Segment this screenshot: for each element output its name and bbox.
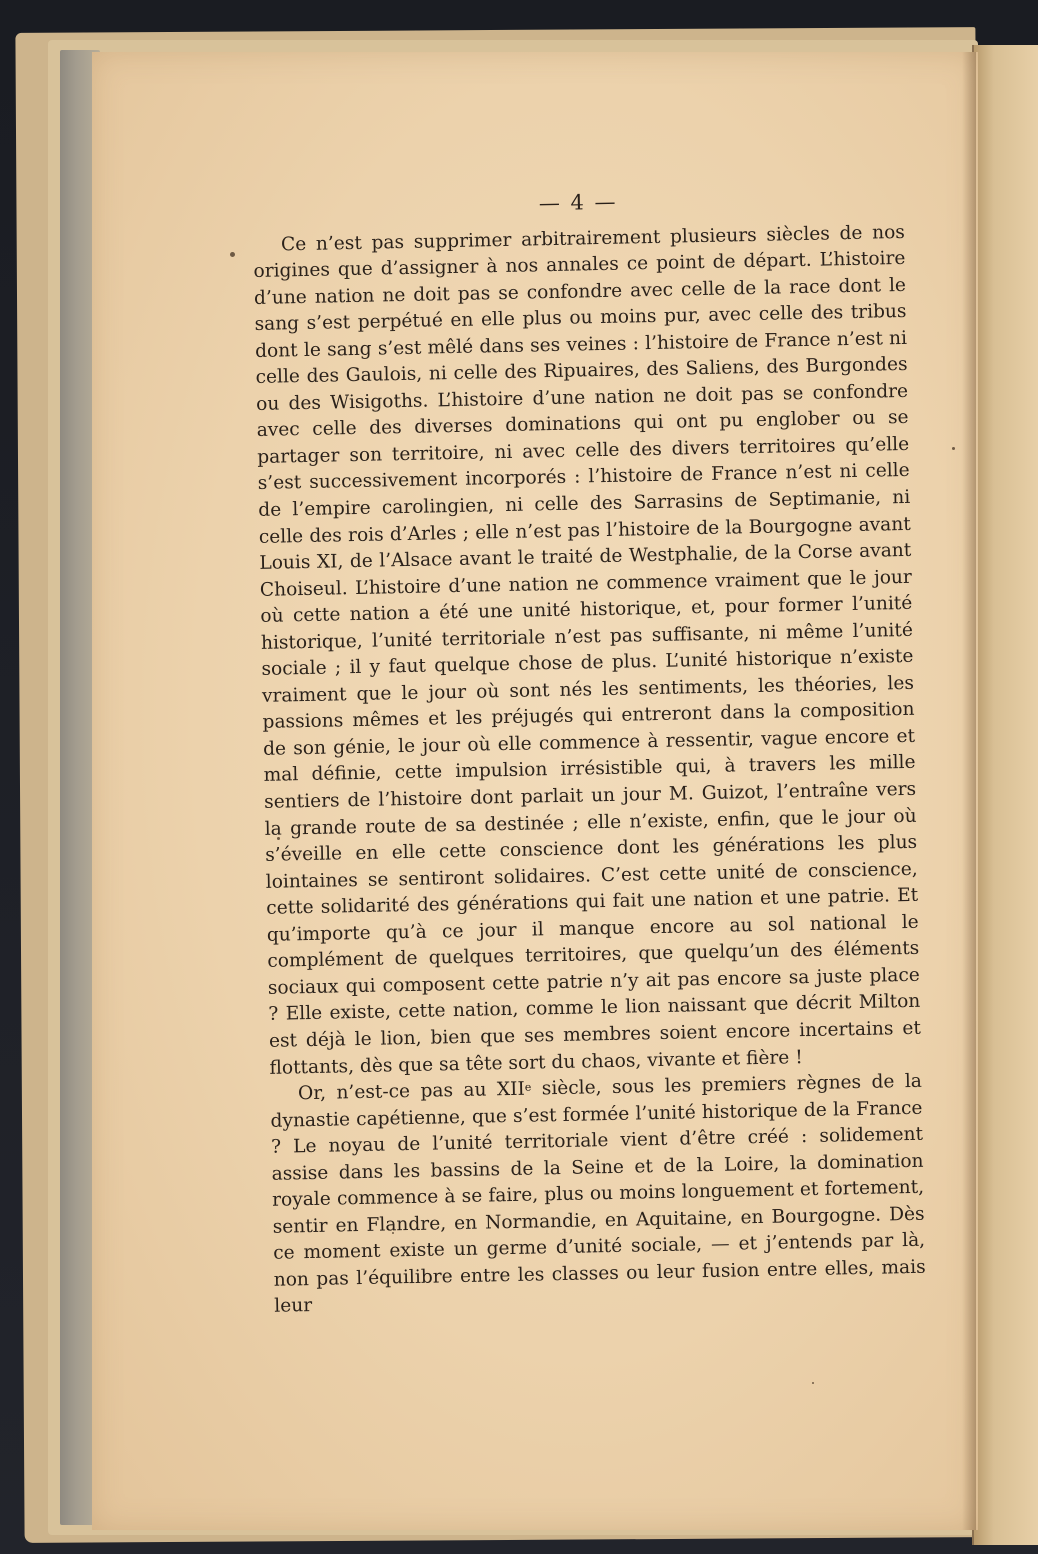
superscript-e: e [524,1080,532,1094]
facing-page-edge [972,45,1038,1545]
paragraph-2-rest: siècle, sous les premiers règnes de la dynastie capétienne, que s’est formée l’unité historique de la France ? Le noyau de l’unité territoriale vient d’être créé : solidement assise dans les bassins de la Seine et de la Loire, la domination royale commence à se faire, plus ou moins longuement et fortement, sentir en Flandre, en Normandie, en Aquitaine, en Bourgogne. Dès ce moment existe un germe d’unité sociale, — et j’entends par là, non pas l’équilibre entre les classes ou leur fusion entre elles, mais leur [270,1070,926,1318]
page-text [252,183,926,1321]
page-number: — 4 — [538,189,618,216]
paragraph-1: Ce n’est pas supprimer arbitrairement plusieurs siècles de nos origines que d’assigner à nos annales ce point de départ. L’histoire d’une nation ne doit pas se confondre avec celle de la race dont le sang s’est perpétué en elle plus ou moins pur, avec celle des tribus dont le sang s’est mêlé dans ses veines : l’histoire de France n’est ni celle des Gaulois, ni celle des Ripuaires, des Saliens, des Burgondes ou des Wisigoths. L’histoire d’une nation ne doit pas se confondre avec celle des diverses dominations qui ont pu englober ou se partager son territoire, ni avec celle des divers territoires qu’elle s’est successivement incorporés : l’histoire de France n’est ni celle de l’empire carolingien, ni celle des Sarrasins de Septimanie, ni celle des rois d’Arles ; elle n’est pas l’histoire de la Bourgogne avant Louis XI, de l’Alsace avant le traité de Westphalie, de la Corse avant Choiseul. L’histoire d’une nation ne commence vraiment que le jour où cette nation a été une unité historique, et, pour former l’unité historique, l’unité territoriale n’est pas suffisante, ni même l’unité sociale ; il y faut quelque chose de plus. L’unité historique n’existe vraiment que le jour où sont nés les sentiments, les théories, les passions mêmes et les préjugés qui entreront dans la composition de son génie, le jour où elle commence à ressentir, vague encore et mal définie, cette impulsion irrésistible qui, à travers les mille sentiers de l’histoire dont parlait un jour M. Guizot, l’entraîne vers la grande route de sa destinée ; elle n’existe, enfin, que le jour où s’éveille en elle cette conscience dont les générations les plus lointaines se sentiront solidaires. C’est cette unité de conscience, cette solidarité des générations qui fait une nation et une patrie. Et qu’importe qu’à ce jour il manque encore au sol national le complément de quelques territoires, que quelqu’un des éléments sociaux qui composent cette patrie n’y ait pas encore sa juste place ? Elle existe, cette nation, comme le lion naissant que décrit Milton est déjà le lion, bien que ses membres soient encore incertains et flottants, dès que sa tête sort du chaos, vivante et fière ! [253,221,922,1079]
paragraph-2 [270,1069,927,1321]
gutter-shadow [962,52,976,1530]
paragraph-2-start: Or, n’est-ce pas au XII [297,1078,526,1105]
